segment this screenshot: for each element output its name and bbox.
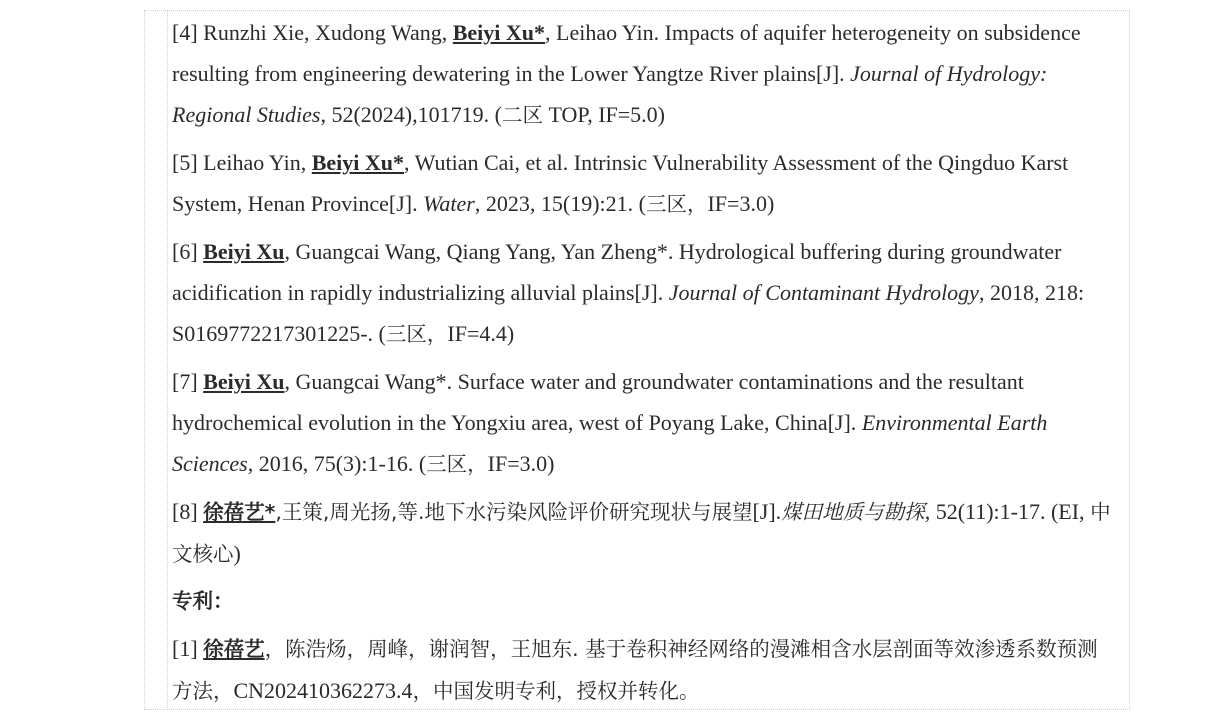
patents-heading: 专利：	[172, 589, 234, 613]
journal-name: Journal of Hydrology: Regional Studies	[172, 61, 1048, 127]
journal-name: Water	[423, 191, 475, 216]
citation-details: , 2018, 218: S0169772217301225-. (	[172, 280, 1085, 346]
journal-name: Environmental Earth Sciences	[172, 410, 1048, 476]
title: , Guangcai Wang, Qiang Yang, Yan Zheng*. Hydrological buffering during groundwater acidification in rapidly industrializing alluvial plains[J].	[172, 239, 1062, 305]
title: , Leihao Yin. Impacts of aquifer heterogeneity on subsidence resulting from engineering dewatering in the Lower Yangtze River plains[J].	[172, 20, 1081, 86]
journal-rank: 中文核心	[172, 500, 1111, 566]
patent-code: CN202410362273.4	[233, 678, 413, 703]
reference-number: [8]	[172, 499, 204, 524]
title: ,王策,周光扬,等.地下水污染风险评价研究现状与展望	[275, 500, 753, 524]
authors: Runzhi Xie, Xudong Wang,	[203, 20, 453, 45]
highlighted-author: Beiyi Xu	[203, 369, 285, 394]
impact-factor: IF=3.0)	[707, 191, 775, 216]
reference-8	[172, 491, 1117, 575]
reference-6	[172, 231, 1117, 355]
citation-details: , 2016, 75(3):1-16. (	[247, 451, 427, 476]
journal-rank: 二区	[501, 103, 543, 127]
reference-number: [6]	[172, 239, 204, 264]
patent-status: ，中国发明专利，授权并转化。	[412, 679, 700, 703]
impact-factor: TOP, IF=5.0)	[542, 102, 665, 127]
index-close: )	[233, 541, 241, 566]
journal-name: 煤田地质与勘探	[781, 500, 925, 524]
highlighted-author: Beiyi Xu*	[311, 150, 405, 175]
authors: Leihao Yin,	[203, 150, 312, 175]
journal-name: Journal of Contaminant Hydrology	[668, 280, 979, 305]
highlighted-author: Beiyi Xu*	[452, 20, 546, 45]
journal-rank: 三区，	[645, 192, 708, 216]
doc-type: [J].	[752, 499, 782, 524]
citation-details: , 52(2024),101719. (	[320, 102, 502, 127]
impact-factor: IF=3.0)	[487, 451, 555, 476]
patent-title: ，陈浩炀，周峰，谢润智，王旭东. 基于卷积神经网络的漫滩相含水层剖面等效渗透系数预测方法，	[172, 637, 1098, 703]
citation-details: , 52(11):1-17. (EI,	[924, 499, 1091, 524]
journal-rank: 三区，	[426, 452, 488, 476]
impact-factor: IF=4.4)	[447, 321, 515, 346]
patent-1	[172, 628, 1117, 712]
highlighted-author: 徐蓓艺*	[203, 500, 276, 524]
reference-5	[172, 142, 1117, 225]
reference-4	[172, 12, 1117, 136]
title: , Guangcai Wang*. Surface water and groundwater contaminations and the resultant hydrochemical evolution in the Yongxiu area, west of Poyang Lake, China[J].	[172, 369, 1024, 435]
reference-number: [5]	[172, 150, 204, 175]
publication-list	[172, 12, 1117, 718]
reference-number: [7]	[172, 369, 204, 394]
highlighted-author: Beiyi Xu	[203, 239, 285, 264]
reference-7	[172, 361, 1117, 485]
patent-number: [1]	[172, 636, 204, 661]
reference-number: [4]	[172, 20, 204, 45]
highlighted-author: 徐蓓艺	[203, 637, 265, 661]
title: , Wutian Cai, et al. Intrinsic Vulnerability Assessment of the Qingduo Karst System, Henan Province[J].	[172, 150, 1069, 216]
journal-rank: 三区，	[385, 322, 448, 346]
citation-details: , 2023, 15(19):21. (	[474, 191, 646, 216]
